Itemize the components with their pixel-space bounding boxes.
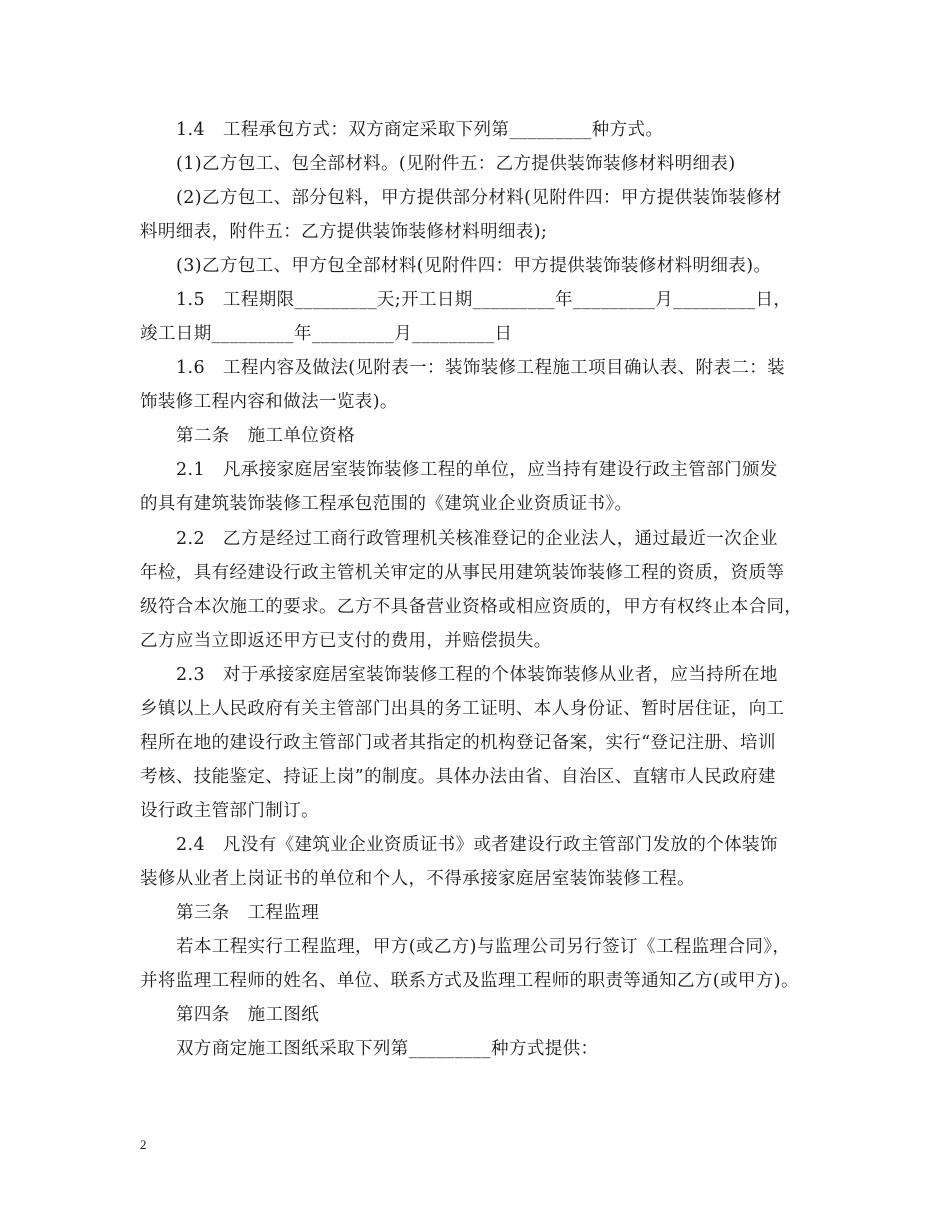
clause-2-3-line5: 设行政主管部门制订。 [140,801,319,821]
option-1: (1)乙方包工、包全部材料。(见附件五：乙方提供装饰装修材料明细表) [176,154,736,174]
article-4-heading: 第四条 施工图纸 [176,1005,320,1025]
clause-2-2-line3: 级符合本次施工的要求。乙方不具备营业资格或相应资质的，甲方有权终止本合同， [140,597,803,617]
article-3-heading: 第三条 工程监理 [176,903,320,923]
clause-2-3-line1: 2.3 对于承接家庭居室装饰装修工程的个体装饰装修从业者，应当持所在地 [176,665,778,685]
clause-1-6-line2: 饰装修工程内容和做法一览表)。 [140,392,398,412]
clause-2-2-line4: 乙方应当立即返还甲方已支付的费用，并赔偿损失。 [140,631,552,651]
clause-2-3-line3: 程所在地的建设行政主管部门或者其指定的机构登记备案，实行“登记注册、培训 [140,733,776,753]
clause-2-1-line1: 2.1 凡承接家庭居室装饰装修工程的单位，应当持有建设行政主管部门颁发 [176,460,778,480]
article-2-heading: 第二条 施工单位资格 [176,426,355,446]
clause-2-2-line1: 2.2 乙方是经过工商行政管理机关核准登记的企业法人，通过最近一次企业 [176,529,778,549]
option-2-line1: (2)乙方包工、部分包料，甲方提供部分材料(见附件四：甲方提供装饰装修材 [176,188,783,208]
article-4-line1: 双方商定施工图纸采取下列第_________种方式提供： [176,1039,599,1059]
page-number: 2 [140,1137,147,1152]
clause-1-6-line1: 1.6 工程内容及做法(见附表一：装饰装修工程施工项目确认表、附表二：装 [176,358,786,378]
clause-1-5-line2: 竣工日期_________年_________月_________日 [140,324,513,344]
article-3-line2: 并将监理工程师的姓名、单位、联系方式及监理工程师的职责等通知乙方(或甲方)。 [140,971,799,991]
clause-2-3-line4: 考核、技能鉴定、持证上岗”的制度。具体办法由省、自治区、直辖市人民政府建 [140,767,776,787]
option-3: (3)乙方包工、甲方包全部材料(见附件四：甲方提供装饰装修材料明细表)。 [176,256,772,276]
clause-2-4-line1: 2.4 凡没有《建筑业企业资质证书》或者建设行政主管部门发放的个体装饰 [176,835,778,855]
article-3-line1: 若本工程实行工程监理，甲方(或乙方)与监理公司另行签订《工程监理合同》， [176,937,791,957]
clause-2-2-line2: 年检，具有经建设行政主管机关审定的从事民用建筑装饰装修工程的资质，资质等 [140,563,785,583]
clause-2-1-line2: 的具有建筑装饰装修工程承包范围的《建筑业企业资质证书》。 [140,494,633,514]
option-2-line2: 料明细表，附件五：乙方提供装饰装修材料明细表); [140,222,548,242]
clause-1-5-line1: 1.5 工程期限_________天;开工日期_________年_________月_________日， [176,290,792,310]
clause-2-3-line2: 乡镇以上人民政府有关主管部门出具的务工证明、本人身份证、暂时居住证，向工 [140,699,785,719]
clause-1-4: 1.4 工程承包方式：双方商定采取下列第_________种方式。 [176,120,664,140]
clause-2-4-line2: 装修从业者上岗证书的单位和个人，不得承接家庭居室装饰装修工程。 [140,869,695,889]
